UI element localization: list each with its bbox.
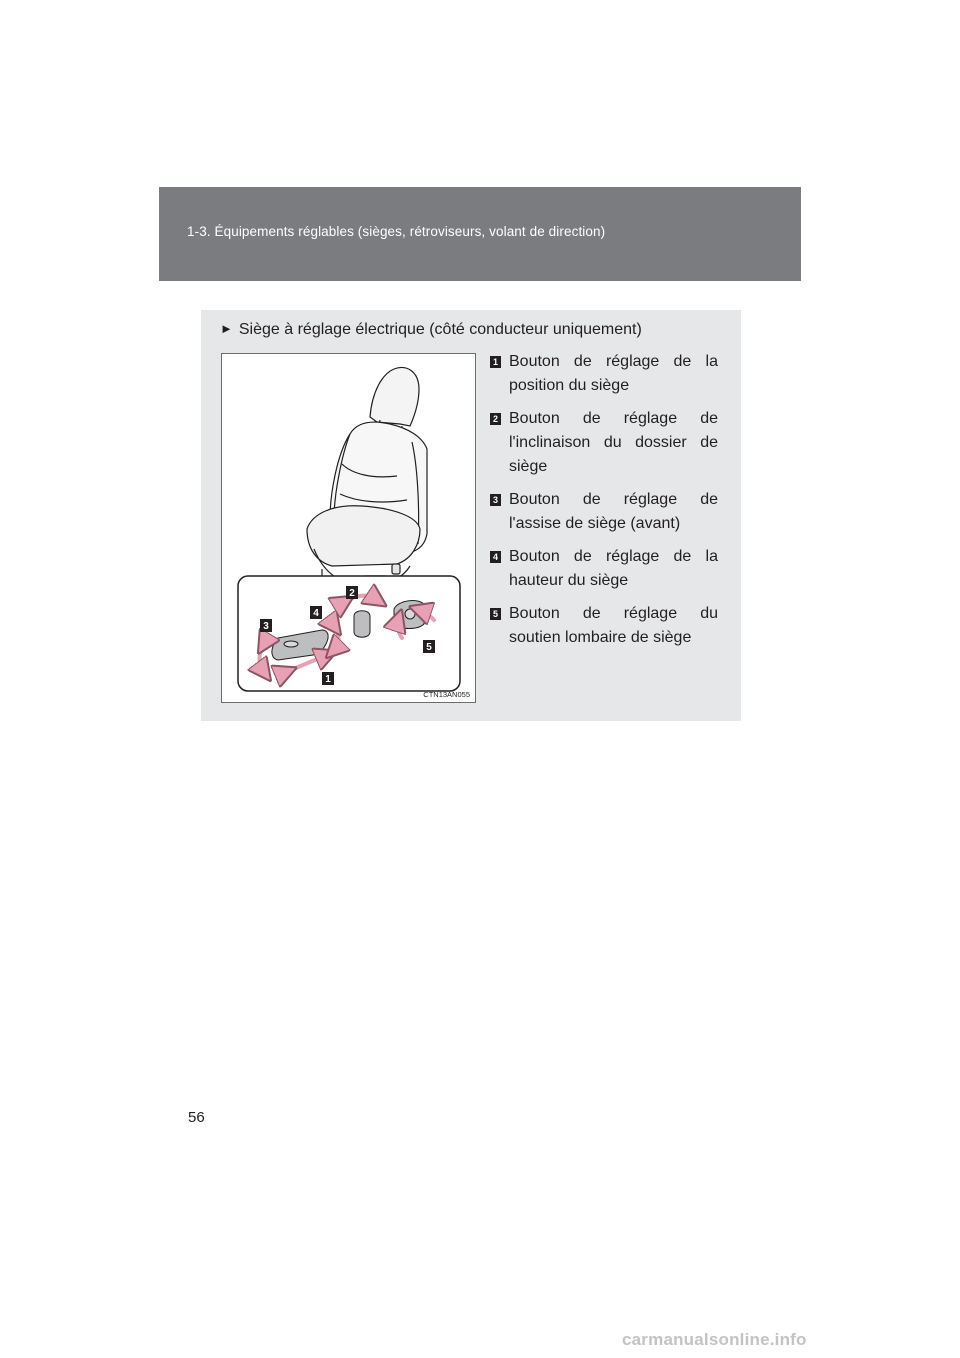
callout-5 [423,640,435,653]
legend-text: Bouton de réglage de la hauteur du siège [509,548,718,589]
seat-illustration [221,353,476,703]
panel-heading [220,321,642,339]
seat-outline-icon [307,368,427,596]
legend-item [490,350,718,398]
legend-item [490,602,718,650]
svg-text:5: 5 [426,642,432,653]
watermark-text: carmanualsonline.info [622,1330,807,1349]
callout-1 [322,672,334,685]
svg-text:2: 2 [349,588,355,599]
callout-3 [260,619,272,632]
figure-code: CTN13AN055 [423,690,470,699]
legend-text: Bouton de réglage de la position du siège [509,353,718,394]
number-badge: 3 [490,494,501,506]
svg-text:4: 4 [313,608,319,619]
callout-2 [346,586,358,599]
number-badge: 4 [490,551,501,563]
callout-4 [310,606,322,619]
section-title: 1-3. Équipements réglables (sièges, rétroviseurs, volant de direction) [187,224,606,239]
svg-text:3: 3 [263,621,269,632]
triangle-marker-icon: ► [220,321,233,336]
page-number: 56 [188,1109,205,1126]
legend-list [490,350,718,659]
number-badge: 5 [490,608,501,620]
legend-text: Bouton de réglage du soutien lombaire de siège [509,605,718,646]
legend-item [490,488,718,536]
section-header-band [159,187,801,281]
seat-drawing [222,354,477,704]
legend-text: Bouton de réglage de l'assise de siège (avant) [509,491,718,532]
panel-heading-text: Siège à réglage électrique (côté conducteur uniquement) [238,321,642,338]
legend-item [490,545,718,593]
legend-text: Bouton de réglage de l'inclinaison du dossier de siège [509,410,718,475]
info-panel [201,310,741,721]
number-badge: 1 [490,356,501,368]
number-badge: 2 [490,413,501,425]
legend-item [490,407,718,479]
svg-text:1: 1 [325,674,331,685]
